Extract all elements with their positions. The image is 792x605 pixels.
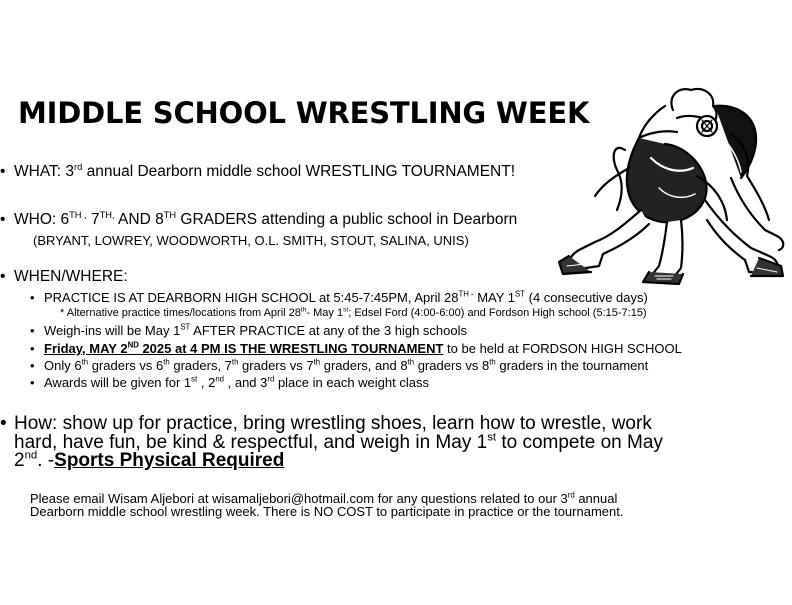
bullet-icon: • [30, 323, 35, 338]
when-label: WHEN/WHERE: [14, 268, 128, 285]
weighin-item: • Weigh-ins will be May 1ST AFTER PRACTICE at any of the 3 high schools [30, 322, 468, 338]
how-line-1: How: show up for practice, bring wrestling shoes, learn how to wrestle, work [14, 413, 652, 434]
when-item [0, 268, 128, 286]
tournament-date: Friday, MAY 2ND 2025 at 4 PM IS THE WRESTLING TOURNAMENT [44, 340, 444, 356]
bullet-icon: • [0, 211, 6, 228]
awards-item: • Awards will be given for 1st , 2nd , and 3rd place in each weight class [30, 374, 429, 390]
who-item [0, 211, 517, 229]
page-title: MIDDLE SCHOOL WRESTLING WEEK [18, 96, 590, 130]
what-text: WHAT: 3rd annual Dearborn middle school WRESTLING TOURNAMENT! [14, 161, 515, 180]
how-line-3: 2nd. -Sports Physical Required [14, 449, 285, 471]
sports-physical-required: Sports Physical Required [54, 450, 285, 471]
wrestlers-illustration [555, 80, 787, 285]
footer-line-1: Please email Wisam Aljebori at wisamaljebori@hotmail.com for any questions related to our 3rd annual [30, 490, 618, 506]
what-item [0, 163, 515, 181]
how-item [0, 415, 663, 471]
tournament-item: • Friday, MAY 2ND 2025 at 4 PM IS THE WRESTLING TOURNAMENT to be held at FORDSON HIGH SCHOOL [30, 340, 682, 356]
bullet-icon: • [30, 375, 35, 390]
bullet-icon: • [0, 413, 7, 434]
bullet-icon: • [30, 358, 35, 373]
brackets-item: • Only 6th graders vs 6th graders, 7th graders vs 7th graders, and 8th graders vs 8th graders in the tournament [30, 357, 649, 373]
bullet-icon: • [0, 268, 6, 285]
alt-practice-note: * Alternative practice times/locations from April 28th- May 1st; Edsel Ford (4:00-6:00) and Fordson High school (5:15-7:15) [60, 306, 647, 319]
who-schools: (BRYANT, LOWREY, WOODWORTH, O.L. SMITH, STOUT, SALINA, UNIS) [33, 233, 469, 248]
practice-item: • PRACTICE IS AT DEARBORN HIGH SCHOOL at 5:45-7:45PM, April $28^{TH -}$ MAY 1ST (4 consecutive days) [30, 289, 648, 305]
who-text: WHO: $6^{TH ,}$ $7^{TH,}$ AND 8TH GRADERS attending a public school in Dearborn [14, 209, 518, 228]
bullet-icon: • [30, 341, 35, 356]
bullet-icon: • [0, 163, 6, 180]
footer-line-2: Dearborn middle school wrestling week. There is NO COST to participate in practice or the tournament. [30, 504, 624, 519]
how-line-2: hard, have fun, be kind & respectful, and weigh in May 1st to compete on May [14, 431, 663, 453]
bullet-icon: • [30, 290, 35, 305]
contact-footer [30, 492, 623, 518]
